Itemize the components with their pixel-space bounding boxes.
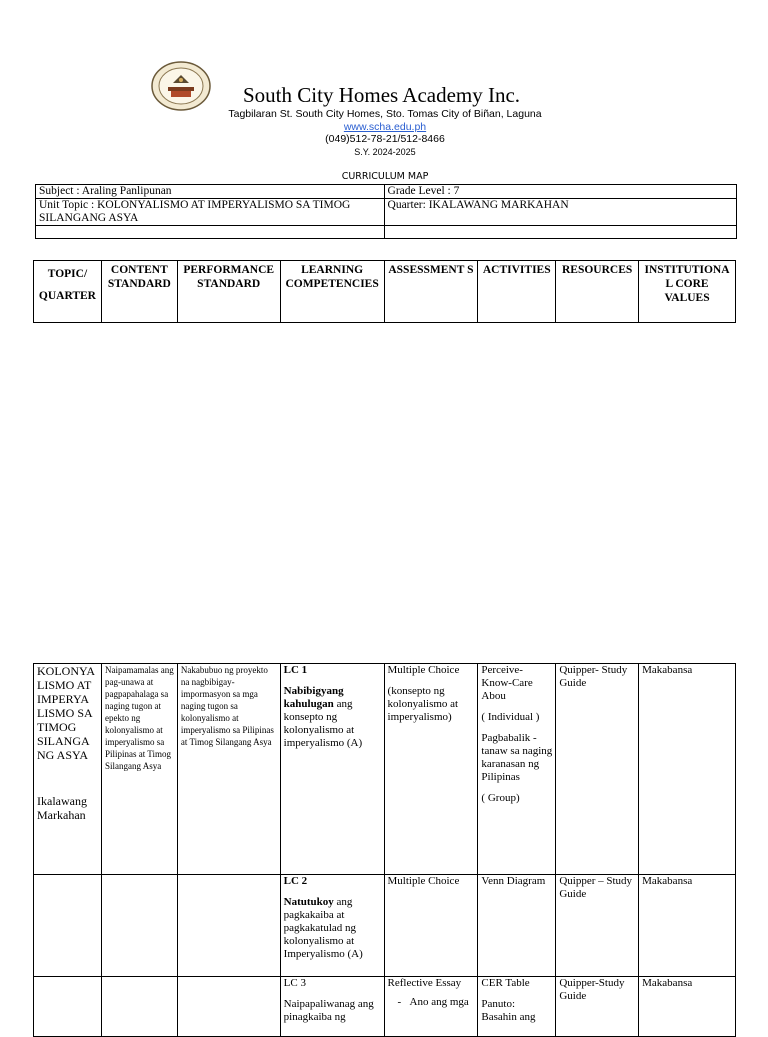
lc-code: LC 2 [283, 875, 308, 887]
topic-text: KOLONYA LISMO AT IMPERYA LISMO SA TIMOG SILANGA NG ASYA [37, 664, 95, 762]
curriculum-header-table [33, 260, 736, 323]
unit-topic-cell: Unit Topic : KOLONYALISMO AT IMPERYALISMO SA TIMOG SILANGANG ASYA [36, 199, 385, 226]
quarter-text: Ikalawang Markahan [37, 794, 87, 822]
col-core-values: INSTITUTIONA L CORE VALUES [639, 261, 736, 323]
col-activities: ACTIVITIES [478, 261, 556, 323]
document-title: CURRICULUM MAP [341, 171, 429, 182]
activities-cell [478, 977, 556, 1037]
col-learning-competencies: LEARNING COMPETENCIES [280, 261, 384, 323]
learning-competency-cell [280, 875, 384, 977]
topic-cell [34, 875, 102, 977]
core-values-cell: Makabansa [639, 875, 736, 977]
activities-cell [478, 664, 556, 875]
subject-cell: Subject : Araling Panlipunan [36, 185, 385, 199]
school-phone: (049)512-78-21/512-8466 [325, 133, 445, 145]
grade-level-cell: Grade Level : 7 [384, 185, 736, 199]
core-values-cell: Makabansa [639, 977, 736, 1037]
assessment-cell: Multiple Choice [384, 875, 478, 977]
assessment-note: (konsepto ng kolonyalismo at imperyalismo) [387, 685, 459, 723]
empty-cell [36, 226, 385, 239]
lc-description: Naipapaliwanag ang pinagkaiba ng [283, 998, 374, 1023]
assessment-cell [384, 664, 478, 875]
lc-description: Natutukoy ang pagkakaiba at pagkakatulad ng kolonyalismo at Imperyalismo (A) [283, 896, 363, 960]
activity-text: ( Group) [481, 792, 520, 804]
school-website-link[interactable]: www.scha.edu.ph [343, 121, 427, 133]
resources-cell: Quipper – Study Guide [556, 875, 639, 977]
assessment-type: Reflective Essay [387, 977, 462, 989]
activities-cell: Venn Diagram [478, 875, 556, 977]
resources-cell: Quipper-Study Guide [556, 977, 639, 1037]
empty-cell [384, 226, 736, 239]
assessment-type: Multiple Choice [387, 664, 460, 676]
school-seal-logo [151, 61, 211, 111]
school-name: South City Homes Academy Inc. [243, 83, 521, 107]
resources-cell: Quipper- Study Guide [556, 664, 639, 875]
activity-text: Panuto: Basahin ang [481, 998, 536, 1023]
table-row [34, 977, 736, 1037]
table-row [34, 875, 736, 977]
performance-standard-cell: Nakabubuo ng proyekto na nagbibigay-impormasyon sa mga naging tugon sa kolonyalismo at imperyalismo sa Pilipinas at Timog Silangang Asya [177, 664, 280, 875]
lc-code: LC 1 [283, 664, 308, 676]
col-assessments: ASSESSMENT S [384, 261, 478, 323]
quarter-cell: Quarter: IKALAWANG MARKAHAN [384, 199, 736, 226]
activity-text: Perceive-Know-Care Abou [481, 664, 533, 702]
activity-text: CER Table [481, 977, 530, 989]
topic-cell [34, 977, 102, 1037]
content-standard-cell [101, 977, 177, 1037]
col-topic: TOPIC/ QUARTER [34, 261, 102, 323]
activity-text: Pagbabalik - tanaw sa naging karanasan ng Pilipinas [481, 732, 553, 783]
school-year: S.Y. 2024-2025 [354, 147, 416, 157]
curriculum-body-table [33, 663, 736, 1037]
activity-text: ( Individual ) [481, 711, 540, 723]
assessment-item: - Ano ang mga [397, 996, 469, 1008]
performance-standard-cell [177, 977, 280, 1037]
core-values-cell: Makabansa [639, 664, 736, 875]
content-standard-cell [101, 875, 177, 977]
table-row [34, 664, 736, 875]
lc-description: Nabibigyang kahulugan ang konsepto ng kolonyalismo at imperyalismo (A) [283, 685, 363, 749]
topic-cell [34, 664, 102, 875]
school-address: Tagbilaran St. South City Homes, Sto. Tomas City of Biñan, Laguna [228, 108, 542, 120]
lc-code: LC 3 [283, 977, 306, 989]
col-performance-standard: PERFORMANCE STANDARD [177, 261, 280, 323]
learning-competency-cell [280, 664, 384, 875]
col-content-standard: CONTENT STANDARD [101, 261, 177, 323]
info-table [35, 184, 737, 239]
performance-standard-cell [177, 875, 280, 977]
col-resources: RESOURCES [556, 261, 639, 323]
learning-competency-cell [280, 977, 384, 1037]
assessment-cell [384, 977, 478, 1037]
content-standard-cell: Naipamamalas ang pag-unawa at pagpapahalaga sa naging tugon at epekto ng kolonyalismo at imperyalismo sa Pilipinas at Timog Silangang Asya [101, 664, 177, 875]
